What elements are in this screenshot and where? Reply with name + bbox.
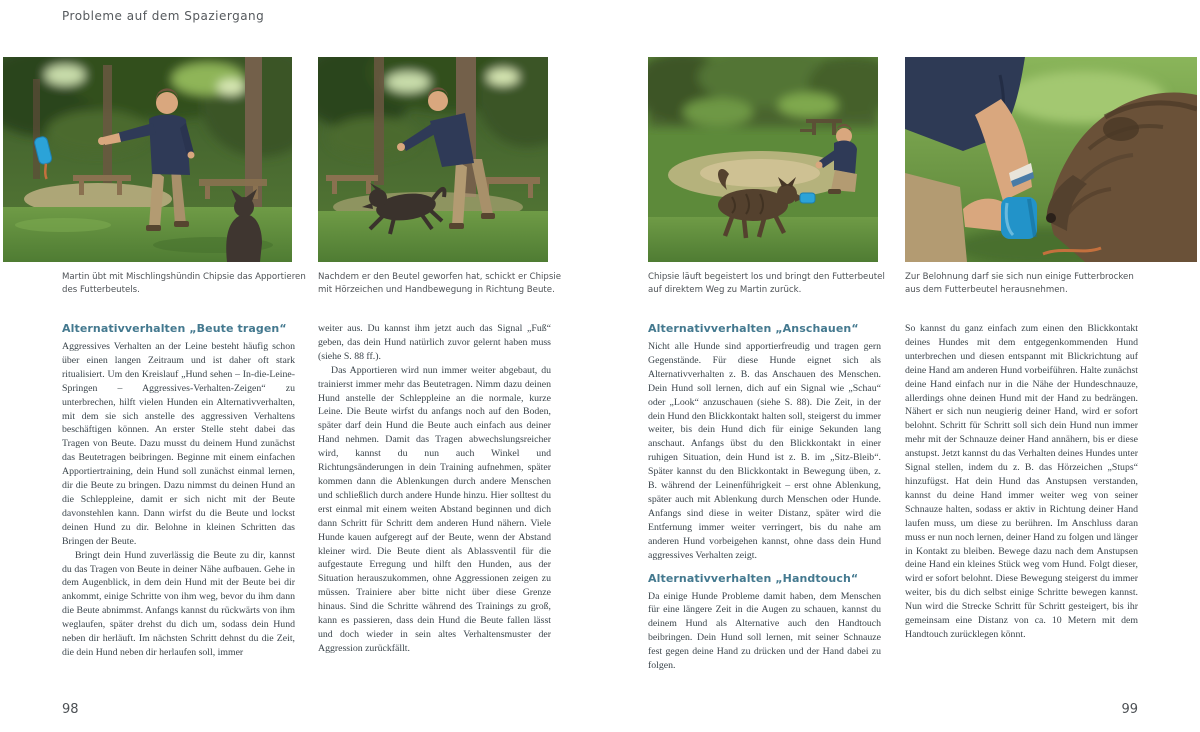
text-column-4 bbox=[905, 322, 1138, 642]
photo-2-illustration bbox=[318, 57, 548, 262]
running-header: Probleme auf dem Spaziergang bbox=[62, 9, 265, 23]
photo-chipsie-returns bbox=[648, 57, 878, 262]
body-paragraph: Da einige Hunde Probleme damit haben, dem Menschen für eine längere Zeit in die Augen zu schauen, kannst du deinem Hund als Alternative auch den Handtouch beibringen. Dein Hund soll lernen, mit seiner Schnauze fest gegen deine Hand zu drücken und der Hand dabei zu folgen. bbox=[648, 590, 881, 672]
text-column-1 bbox=[62, 322, 295, 660]
photo-caption-3: Chipsie läuft begeistert los und bringt den Futterbeutel auf direktem Weg zu Martin zurück. bbox=[648, 272, 885, 296]
section-heading-anschauen: Alternativverhalten „Anschauen“ bbox=[648, 322, 859, 335]
body-paragraph: Bringt dein Hund zuverlässig die Beute zu dir, kannst du das Tragen von Beute in deiner Nähe aufbauen. Gehe in dem Augenblick, in dem dein Hund mit der Beute bei dir ankommt, einige Schritte von ihm weg, bevor du ihm dann die Beute abnimmst. Anfangs kannst du rückwärts von ihm weglaufen, später drehst du dich um, sodass dein Hund neben dir herläuft. Im nächsten Schritt dehnst du die Zeit, die dein Hund neben dir herlaufen soll, immer bbox=[62, 549, 295, 658]
body-paragraph: weiter aus. Du kannst ihm jetzt auch das Signal „Fuß“ geben, das dein Hund natürlich zuvor gelernt haben muss (siehe S. 88 ff.). bbox=[318, 323, 551, 362]
photo-1-illustration bbox=[3, 57, 292, 262]
page-number-left: 98 bbox=[62, 702, 79, 717]
photo-caption-2: Nachdem er den Beutel geworfen hat, schickt er Chipsie mit Hörzeichen und Handbewegung in Richtung Beute. bbox=[318, 272, 562, 296]
body-paragraph: Das Apportieren wird nun immer weiter abgebaut, du trainierst immer mehr das Beutetragen. Nimm dazu deinen Hund anstelle der Schleppleine an die normale, kurze Leine. Die Beute wirfst du anfangs noch auf den Boden, später darf dein Hund die Beute auch einfach aus deiner Hand nehmen. Damit das Tragen abwechslungsreicher wird, kannst du nun auch Winkel und Richtungsänderungen in dein Training aufnehmen, später kommen dann die Ablenkungen durch andere Menschen und schließlich durch andere Hunde hinzu. Hier solltest du erst einmal mit einem weiten Abstand beginnen und dich dann Schritt für Schritt dem anderen Hund nähern. Viele Hunde kauen aufgeregt auf der Beute, wenn der Abstand kleiner wird. Die Beute dient als Ablassventil für die aufgestaute Erregung und hilft den Hunden, aus der Situation herauszukommen, ohne Aggressionen zeigen zu müssen. Trainiere aber bitte nicht über diese Grenze hinaus. Sind die Schritte während des Trainings zu groß, kann es passieren, dass dein Hund die Beute fallen lässt und doch wieder in sein altes Verhaltensmuster der Aggression zurückfällt. bbox=[318, 364, 551, 654]
text-column-3 bbox=[648, 322, 881, 673]
page-number-right: 99 bbox=[1121, 702, 1138, 717]
photo-martin-sends-chipsie bbox=[318, 57, 548, 262]
section-heading-handtouch: Alternativverhalten „Handtouch“ bbox=[648, 571, 859, 585]
section-heading-beute-tragen: Alternativverhalten „Beute tragen“ bbox=[62, 322, 287, 335]
photo-4-illustration bbox=[905, 57, 1197, 262]
text-column-2 bbox=[318, 322, 551, 656]
body-paragraph: Aggressives Verhalten an der Leine besteht häufig schon über einen langen Zeitraum und ist daher oft stark ritualisiert. Um den Kreislauf „Hund sehen – In-die-Leine-Springen – Aggressives-Verhalten-Zeigen“ zu unterbrechen, hilft vielen Hunden ein Alternativverhalten, mit dem sie sich anstelle des aggressiven Verhaltens beschäftigen können. An erster Stelle steht dabei das Tragen von Beute. Dazu musst du deinem Hund zunächst das Beutetragen beibringen. Beginne mit einem einfachen Apportiertraining, dein Hund soll zunächst einmal lernen, dir die Beute zu bringen. Dazu nimmst du deinen Hund an die Schleppleine, damit er sich nicht mit der Beute davonstehlen kann. Dann wirfst du die Beute und lockst deinen Hund zu dir. Belohne in kleinen Schritten das Bringen der Beute. bbox=[62, 341, 295, 547]
photo-caption-4: Zur Belohnung darf sie sich nun einige Futterbrocken aus dem Futterbeutel herausnehmen. bbox=[905, 272, 1134, 296]
body-paragraph: So kannst du ganz einfach zum einen den Blickkontakt deines Hundes mit dem entgegenkommenden Hund unterbrechen und diesen entspannt mit Blickrichtung auf deine Hand am anderen Hund vorbeiführen. Halte zunächst deine Hand einfach nur in die Nähe der Hundeschnauze, allerdings ohne deinen Hund mit der Hand zu bedrängen. Nähert er sich nun neugierig deiner Hand, wird er sofort belohnt. Schritt für Schritt soll sich dein Hund nun immer mehr mit der Schnauze deiner Hand annähern, bis er diese anstupst. Jetzt kannst du das Verhalten deines Hundes unter Signal stellen, indem du z. B. das Hörzeichen „Stups“ hinzufügst. Hat dein Hund das Anstupsen verstanden, kannst du deine Hand immer weiter weg von seiner Schnauze halten, sodass er aktiv in Richtung deiner Hand laufen muss, um diese zu berühren. Im Anschluss daran muss er nun noch lernen, deiner Hand zu folgen und länger in Kontakt zu bleiben. Bewege dazu nach dem Anstupsen deine Hand ein kleines Stück weg vom Hund. Folgt dieser, wird er sofort belohnt. Diese Bewegung steigerst du immer weiter, bis du dich selbst einige Schritte bewegen kannst. Nun wird die Strecke Schritt für Schritt gesteigert, bis ihr gemeinsam eine Distanz von ca. 10 Metern mit dem Handtouch zurücklegen könnt. bbox=[905, 323, 1138, 640]
photo-caption-1: Martin übt mit Mischlingshündin Chipsie das Apportieren des Futterbeutels. bbox=[62, 272, 306, 296]
photo-reward-closeup bbox=[905, 57, 1197, 262]
photo-3-illustration bbox=[648, 57, 878, 262]
body-paragraph: Nicht alle Hunde sind apportierfreudig und tragen gern Gegenstände. Für diese Hunde eignet sich als Alternativverhalten z. B. das Anschauen des Menschen. Dein Hund soll lernen, dich auf ein Signal wie „Schau“ oder „Look“ anzuschauen (siehe S. 88). Die Zeit, in der dein Hund den Blickkontakt halten soll, steigerst du immer weiter, bis dein Hund dich für einige Sekunden lang anschaut. Anfangs übst du den Blickkontakt in einer ruhigen Situation, dein Hund ist z. B. im „Sitz-Bleib“. Später kannst du den Blickkontakt in Bewegung üben, z. B. während der Leinenführigkeit – erst ohne Ablenkung, später auch mit Ablenkung durch Menschen oder Hunde. Anfangs sind diese in weiter Distanz, später wird die Entfernung immer weiter verringert, bis du nahe am anderen Hund vorbeigehen kannst, ohne dass dein Hund aggressives Verhalten zeigt. bbox=[648, 341, 881, 561]
photo-martin-throws-futterbeutel bbox=[3, 57, 292, 262]
